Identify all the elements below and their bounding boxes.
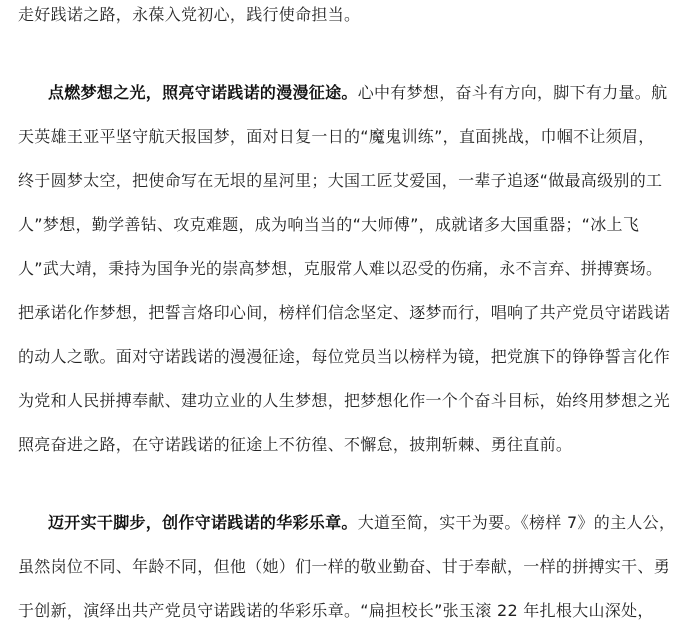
section2-heading: 迈开实干脚步，创作守诺践诺的华彩乐章。 — [48, 513, 358, 532]
section1-line: 为党和人民拼搏奉献、建功立业的人生梦想，把梦想化作一个个奋斗目标，始终用梦想之光 — [18, 391, 671, 410]
section2-first-line-text: 大道至简，实干为要。《榜样 7》的主人公， — [357, 513, 675, 532]
section1-line: 天英雄王亚平坚守航天报国梦，面对日复一日的“魔鬼训练”，直面挑战，巾帼不让须眉， — [18, 127, 655, 146]
section1-line: 人”武大靖，秉持为国争光的崇高梦想，克服常人难以忍受的伤痛，永不言弃、拼搏赛场。 — [18, 259, 663, 278]
section1-first-line-text: 心中有梦想，奋斗有方向，脚下有力量。航 — [357, 83, 668, 102]
section1-line: 把承诺化作梦想，把誓言烙印心间，榜样们信念坚定、逐梦而行，唱响了共产党员守诺践诺 — [18, 303, 671, 322]
section2-line: 于创新，演绎出共产党员守诺践诺的华彩乐章。“扁担校长”张玉滚 22 年扎根大山深处， — [18, 601, 654, 620]
intro-tail-line: 走好践诺之路，永葆入党初心，践行使命担当。 — [18, 5, 361, 24]
section1-line: 终于圆梦太空，把使命写在无垠的星河里；大国工匠艾爱国，一辈子追逐“做最高级别的工 — [18, 171, 663, 190]
section1-heading: 点燃梦想之光，照亮守诺践诺的漫漫征途。 — [48, 83, 358, 102]
section1-line: 照亮奋进之路，在守诺践诺的征途上不彷徨、不懈怠，披荆斩棘、勇往直前。 — [18, 435, 573, 454]
section2-line: 虽然岗位不同、年龄不同，但他（她）们一样的敬业勤奋、甘于奉献，一样的拼搏实干、勇 — [18, 557, 671, 576]
section1-line: 的动人之歌。面对守诺践诺的漫漫征途，每位党员当以榜样为镜，把党旗下的铮铮誓言化作 — [18, 347, 671, 366]
section1-line: 人”梦想，勤学善钻、攻克难题，成为响当当的“大师傅”，成就诸多大国重器；“冰上飞 — [18, 215, 640, 234]
section1-first-line — [18, 78, 668, 108]
section2-first-line — [18, 508, 675, 538]
